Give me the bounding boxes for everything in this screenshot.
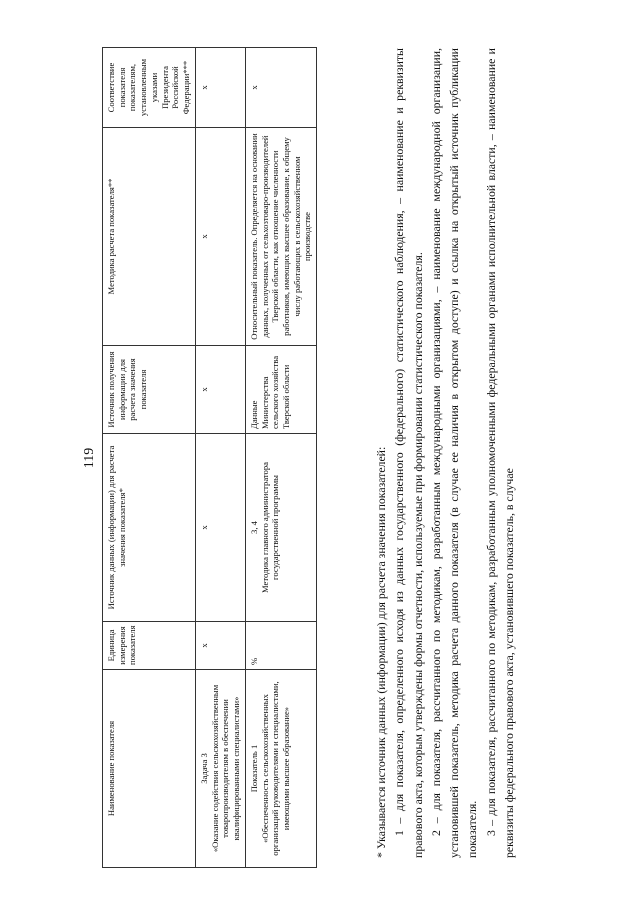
indicator-name-cell	[245, 670, 316, 868]
indicator-title: Задача 3	[198, 753, 209, 784]
compliance-cell: х	[245, 48, 316, 128]
method-cell: х	[195, 128, 245, 346]
page-number: 119	[82, 447, 97, 469]
header-info-origin: Источник получения информации для расчета значения показателя	[103, 346, 196, 434]
header-calculation-method: Методика расчета показателя**	[103, 128, 196, 346]
indicator-title: Показатель 1	[248, 744, 259, 793]
footnote-intro: * Указывается источник данных (информации) для расчета значения показателей:	[374, 446, 388, 858]
footnote-item: 3 – для показателя, рассчитанного по методикам, разработанным уполномоченными федеральными органами исполнительной власти, – наименование и реквизиты федерального правового акта, установившего показатель, в случае	[483, 48, 516, 858]
info-origin-cell: х	[195, 346, 245, 434]
indicator-name-cell	[195, 670, 245, 868]
footnote-item: 1 – для показателя, определенного исходя из данных государственного (федерального) статистического наблюдения, – наименование и реквизиты правового акта, которым утверждены формы отчетности, используемые при формировании статистического показателя.	[392, 48, 425, 858]
table-row	[245, 48, 316, 868]
rotated-page-content	[82, 48, 582, 868]
indicator-description: «Обеспеченность сельскохозяйственных организаций руководителями и специалистами, имеющими высшее образование»	[259, 681, 292, 856]
header-data-source: Источник данных (информации) для расчета значения показателя*	[103, 434, 196, 622]
indicator-description: «Оказание содействия сельскохозяйственным товаропроизводителям в обеспечении квалифицированными специалистами»	[209, 684, 242, 853]
indicators-table	[102, 47, 317, 868]
compliance-cell: х	[195, 48, 245, 128]
footnotes	[372, 48, 518, 858]
info-origin-cell: Данные Министерства сельского хозяйства Тверской области	[245, 346, 316, 434]
unit-cell: %	[245, 622, 316, 670]
unit-cell: х	[195, 622, 245, 670]
data-source-code: 3, 4	[248, 521, 259, 534]
header-indicator-name: Наименование показателя	[103, 670, 196, 868]
table-header-row	[103, 48, 196, 868]
header-compliance: Соответствие показателя показателям, установленным указами Президента Российской Федерации***	[103, 48, 196, 128]
method-cell: Относительный показатель. Определяется на основании данных, полученных от сельхозтоваро-производителей Тверской области, как отношение численности работников, имеющих высшее образование, к общему числу работающих в сельскохозяйственном производстве	[245, 128, 316, 346]
data-source-cell: х	[195, 434, 245, 622]
data-source-cell	[245, 434, 316, 622]
header-unit: Единица измерения показателя	[103, 622, 196, 670]
footnote-item: 2 – для показателя, рассчитанного по методикам, разработанным международными организациями, – наименование международной организации, установившей показатель, методика расчета данного показателя (в случае ее наличия в открытом доступе) и ссылка на открытый источник публикации показателя.	[428, 48, 480, 858]
table-row	[195, 48, 245, 868]
data-source-text: Методика главного администратора государственной программы	[259, 462, 281, 593]
